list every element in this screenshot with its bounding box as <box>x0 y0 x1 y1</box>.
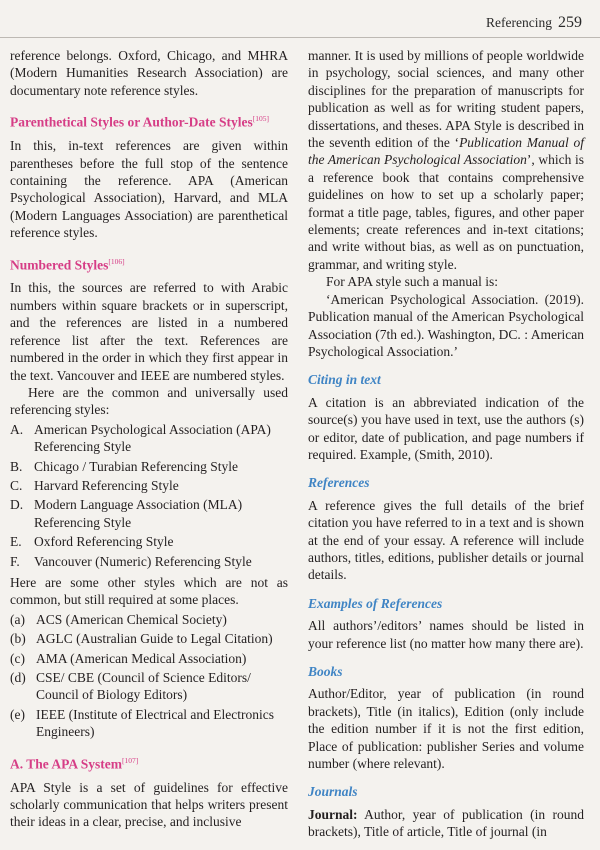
examples-paragraph: All authors’/editors’ names should be listed in your reference list (no matter how many there are). <box>308 618 584 651</box>
left-column <box>10 47 288 831</box>
list-item: (e) IEEE (Institute of Electrical and Electronics Engineers) <box>10 706 275 740</box>
journals-paragraph: Journal: Author, year of publication (in round brackets), Title of article, Title of journal (in <box>308 806 584 840</box>
list-item: (d) CSE/ CBE (Council of Science Editors/ Council of Biology Editors) <box>10 670 251 703</box>
heading-books: Books <box>308 664 343 679</box>
heading-numbered-styles: Numbered Styles[106] <box>10 256 125 273</box>
footnote-ref-106: [106] <box>108 256 125 266</box>
running-head-section: Referencing <box>486 15 552 30</box>
heading-examples-of-references: Examples of References <box>308 595 443 611</box>
right-column <box>308 47 584 841</box>
heading-apa-system: A. The APA System[107] <box>10 755 139 772</box>
apa-continued-paragraph: manner. It is used by millions of people worldwide in psychology, social sciences, and many other disciplines for the preparation of manuscripts for publication as well as for writing student papers, dissertations, and theses. APA Style is described in the seventh edition of the ‘Publication Manual of the American Psychological Association’, which is a reference book that contains comprehensive guidelines on how to set up a scholarly paper; format a title page, tables, figures, and other paper elements; create references and in-text citations; and write without bias, as well as on punctuation, grammar, and writing style. <box>308 48 584 272</box>
list-item: A. American Psychological Association (APA) Referencing Style <box>10 421 271 455</box>
heading-references: References <box>308 475 370 491</box>
list-item: (c) AMA (American Medical Association) <box>10 650 247 666</box>
footnote-ref-107: [107] <box>122 755 139 765</box>
citing-paragraph: A citation is an abbreviated indication of the source(s) you have used in text, use the authors (s) or editor, date of publication, and page numbers if required. Example, (Smith, 2010). <box>308 394 584 462</box>
parenthetical-paragraph: In this, in-text references are given within parentheses before the full stop of the sentence containing the reference. APA (American Psychological Association), Harvard, and MLA (Modern Languages Association) are parenthetical reference styles. <box>10 138 288 241</box>
numbered-paragraph: In this, the sources are referred to with Arabic numbers within square brackets or in superscript, and the references are listed in a numbered reference list after the text. References are numbered in the order in which they first appear in the text. Vancouver and IEEE are numbered styles. <box>10 280 288 383</box>
other-styles-intro: Here are some other styles which are not as common, but still required at some places. <box>10 574 288 608</box>
list-item: (a) ACS (American Chemical Society) <box>10 611 227 627</box>
intro-paragraph: reference belongs. Oxford, Chicago, and MHRA (Modern Humanities Research Association) are documentary note reference styles. <box>10 48 288 98</box>
apa-paragraph: APA Style is a set of guidelines for effective scholarly communication that helps writers present their ideas in a clear, precise, and inclusive <box>10 779 288 830</box>
journal-label: Journal: <box>308 806 358 822</box>
page-number: 259 <box>558 14 582 31</box>
common-styles-list <box>10 421 288 570</box>
heading-parenthetical-styles: Parenthetical Styles or Author-Date Styles[105] <box>10 114 269 130</box>
list-item: (b) AGLC (Australian Guide to Legal Citation) <box>10 631 273 647</box>
common-styles-intro: Here are the common and universally used referencing styles: <box>10 384 288 418</box>
heading-journals: Journals <box>308 784 358 800</box>
header-rule <box>0 37 600 38</box>
references-paragraph: A reference gives the full details of the brief citation you have referred to in a text and is shown at the end of your essay. A reference will include authors, titles, editions, publisher details or journal details. <box>308 497 584 583</box>
list-item: F. Vancouver (Numeric) Referencing Style <box>10 553 252 569</box>
manual-intro: For APA style such a manual is: <box>326 274 499 290</box>
manual-title: Publication Manual of the American Psychological Association <box>308 135 584 168</box>
manual-reference: ‘American Psychological Association. (2019). Publication manual of the American Psychological Association (7th ed.). Washington, DC. : American Psychological Association.’ <box>308 291 584 359</box>
list-item: E. Oxford Referencing Style <box>10 534 174 550</box>
running-head <box>486 14 582 32</box>
other-styles-list <box>10 611 288 741</box>
list-item: B. Chicago / Turabian Referencing Style <box>10 458 238 474</box>
books-paragraph: Author/Editor, year of publication (in round brackets), Title (in italics), Edition (only include the edition number if it is not the first edition, Place of publication: publisher Series and volume number (where relevant). <box>308 686 584 772</box>
list-item: C. Harvard Referencing Style <box>10 477 179 493</box>
list-item: D. Modern Language Association (MLA) Referencing Style <box>10 497 243 530</box>
footnote-ref-105: [105] <box>252 114 269 124</box>
heading-citing-in-text: Citing in text <box>308 372 381 388</box>
